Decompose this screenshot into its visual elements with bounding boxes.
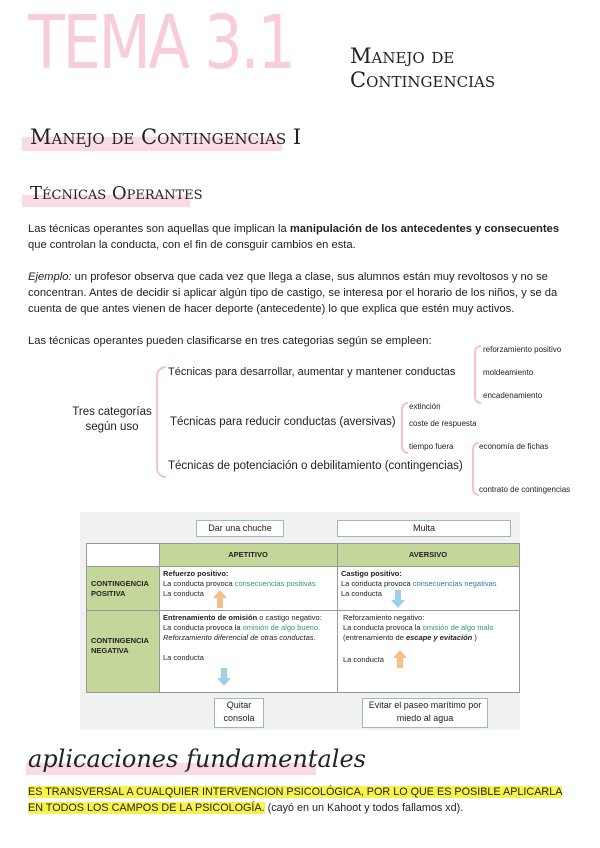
sub-item: extinción	[409, 402, 441, 411]
sub-item: coste de respuesta	[409, 419, 477, 428]
text: La conducta	[163, 589, 204, 598]
text: La conducta provoca la	[163, 623, 243, 632]
label-box-fine: Multa	[337, 520, 511, 537]
sub-item: economía de fichas	[479, 442, 549, 451]
divider	[87, 610, 519, 611]
highlighted-text: ES TRANSVERSAL A CUALQUIER INTERVENCION PSICOLÓGICA, POR LO QUE ES POSIBLE APLICARLA EN TODOS LOS CAMPOS DE LA PSICOLOGÍA.	[28, 786, 563, 814]
row-header-negative: CONTINGENCIA NEGATIVA	[91, 636, 149, 655]
bracket	[156, 366, 166, 478]
text: La conducta	[163, 653, 204, 662]
bracket	[401, 402, 408, 454]
cell-omission-training	[163, 613, 335, 663]
text: La conducta	[341, 589, 382, 598]
contingency-table	[86, 543, 520, 693]
italic-text: escape y evitación	[405, 633, 473, 642]
cell-title: Castigo positivo:	[341, 569, 402, 578]
sub-item: reforzamiento positivo	[483, 345, 562, 354]
text: La conducta provoca la	[343, 623, 423, 632]
sub-item: contrato de contingencias	[479, 485, 571, 494]
bracket	[472, 442, 479, 496]
text: que controlan la conducta, con el fin de consguir cambios en esta.	[28, 239, 356, 251]
arrow-up-icon	[393, 650, 407, 668]
label-box-remove-console: Quitar consola	[214, 698, 264, 728]
highlight-text: consecuencias positivas	[234, 579, 316, 588]
text: )	[472, 633, 477, 642]
classification-paragraph: Las técnicas operantes pueden clasificarse en tres categorias según se empleen:	[28, 335, 432, 347]
bracket	[474, 345, 481, 404]
sub-item: encadenamiento	[483, 391, 543, 400]
label-box-treat: Dar una chuche	[196, 520, 284, 537]
intro-paragraph	[28, 221, 573, 253]
bold-text: manipulación de los antecedentes y consecuentes	[289, 223, 560, 235]
highlight-text: omisión de algo bueno.	[242, 623, 321, 632]
branch-reduce: Técnicas para reducir conductas (aversivas)	[170, 416, 396, 428]
text: La conducta provoca	[341, 579, 413, 588]
row-header-positive: CONTINGENCIA POSITIVA	[91, 579, 149, 598]
highlight-text: omisión de algo malo	[422, 623, 494, 632]
arrow-down-icon	[217, 668, 231, 686]
cell-title: Entrenamiento de omisión	[163, 613, 258, 622]
cell-negative-reinforcement	[343, 613, 517, 665]
subsection-title: Técnicas Operantes	[30, 183, 203, 204]
cell-positive-reinforcement	[163, 569, 335, 599]
note-text: (cayó en un Kahoot y todos fallamos xd).	[264, 802, 464, 814]
sub-item: tiempo fuera	[409, 442, 454, 451]
applications-title: aplicaciones fundamentales	[28, 745, 366, 773]
highlight-text: consecuencias negativas	[412, 579, 497, 588]
text: o castigo negativo:	[257, 613, 322, 622]
text: (entrenamiento de	[343, 633, 406, 642]
italic-text: Reforzamiento diferencial de otras conductas.	[163, 633, 316, 642]
header-corner	[87, 544, 160, 566]
text: La conducta provoca	[163, 579, 235, 588]
applications-paragraph	[28, 784, 573, 816]
text: Las técnicas operantes son aquellas que implican la	[28, 223, 290, 235]
cell-positive-punishment	[341, 569, 517, 599]
section-title: Manejo de Contingencias I	[30, 125, 302, 149]
text: un profesor observa que cada vez que llega a clase, sus alumnos están muy revoltosos y no se concentran. Antes de decidir si aplicar algún tipo de castigo, se interesa por el horario de los niños, y se da cuenta de que antes vienen de hacer deporte (antecedente) lo que explica que estén muy activos.	[28, 271, 558, 315]
col-header-aversive: AVERSIVO	[408, 550, 448, 559]
cell-title: Refuerzo positivo:	[163, 569, 229, 578]
text: La conducta	[343, 655, 384, 664]
subject-title: Manejo de Contingencias	[350, 44, 496, 92]
label-box-avoid-walk: Evitar el paseo marítimo por miedo al agua	[362, 698, 488, 728]
branch-develop: Técnicas para desarrollar, aumentar y mantener conductas	[168, 366, 456, 378]
divider	[87, 566, 519, 567]
arrow-up-icon	[213, 590, 227, 608]
example-label: Ejemplo:	[28, 271, 72, 283]
tema-title: TEMA 3.1	[28, 0, 294, 86]
branch-contingency: Técnicas de potenciación o debilitamiento (contingencias)	[168, 460, 463, 472]
arrow-down-icon	[391, 590, 405, 608]
col-header-appetitive: APETITIVO	[228, 550, 268, 559]
cell-title: Reforzamiento negativo:	[343, 613, 425, 622]
example-paragraph	[28, 269, 573, 317]
sub-item: moldeamiento	[483, 368, 534, 377]
tree-root: Tres categorías según uso	[72, 406, 152, 433]
